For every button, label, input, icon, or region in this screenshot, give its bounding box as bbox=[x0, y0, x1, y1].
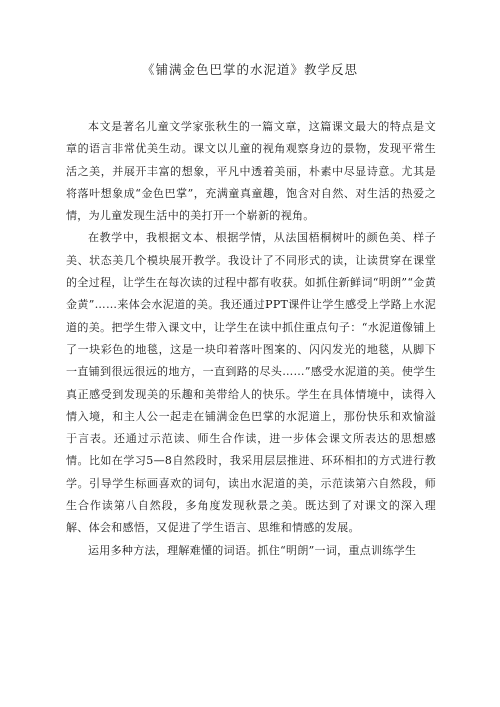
document-body bbox=[66, 116, 436, 562]
document-title: 《铺满金色巴掌的水泥道》教学反思 bbox=[141, 62, 358, 77]
paragraph-1: 本文是著名儿童文学家张秋生的一篇文章，这篇课文最大的特点是文章的语言非常优美生动。课文以儿童的视角观察身边的景物，发现平常生活之美，并展开丰富的想象，平凡中透着美丽，朴素中尽显诗意。尤其是将落叶想象成“金色巴掌”，充满童真童趣，饱含对自然、对生活的热爱之情，为儿童发现生活中的美打开一个崭新的视角。 bbox=[66, 120, 436, 223]
paragraph-2: 在教学中，我根据文本、根据学情，从法国梧桐树叶的颜色美、样子美、状态美几个模块展开教学。我设计了不同形式的读，让读贯穿在课堂的全过程，让学生在每次读的过程中都有收获。如抓住新鲜词“明朗”“金黄金黄”……来体会水泥道的美。我还通过PPT课件让学生感受上学路上水泥道的美。把学生带入课文中，让学生在读中抓住重点句子：“水泥道像铺上了一块彩色的地毯，这是一块印着落叶图案的、闪闪发光的地毯，从脚下一直铺到很远很远的地方，一直到路的尽头……”感受水泥道的美。使学生真正感受到发现美的乐趣和美带给人的快乐。学生在具体情境中，读得入情入境，和主人公一起走在铺满金色巴掌的水泥道上，那份快乐和欢愉溢于言表。还通过示范读、师生合作读，进一步体会课文所表达的思想感情。比如在学习5—8自然段时，我采用层层推进、环环相扣的方式进行教学。引导学生标画喜欢的词句，读出水泥道的美，示范读第六自然段，师生合作读第八自然段，多角度发现秋景之美。既达到了对课文的深入理解、体会和感悟，又促进了学生语言、思维和情感的发展。 bbox=[66, 231, 436, 535]
paragraph-3: 运用多种方法，理解难懂的词语。抓住“明朗”一词，重点训练学生 bbox=[88, 543, 417, 557]
